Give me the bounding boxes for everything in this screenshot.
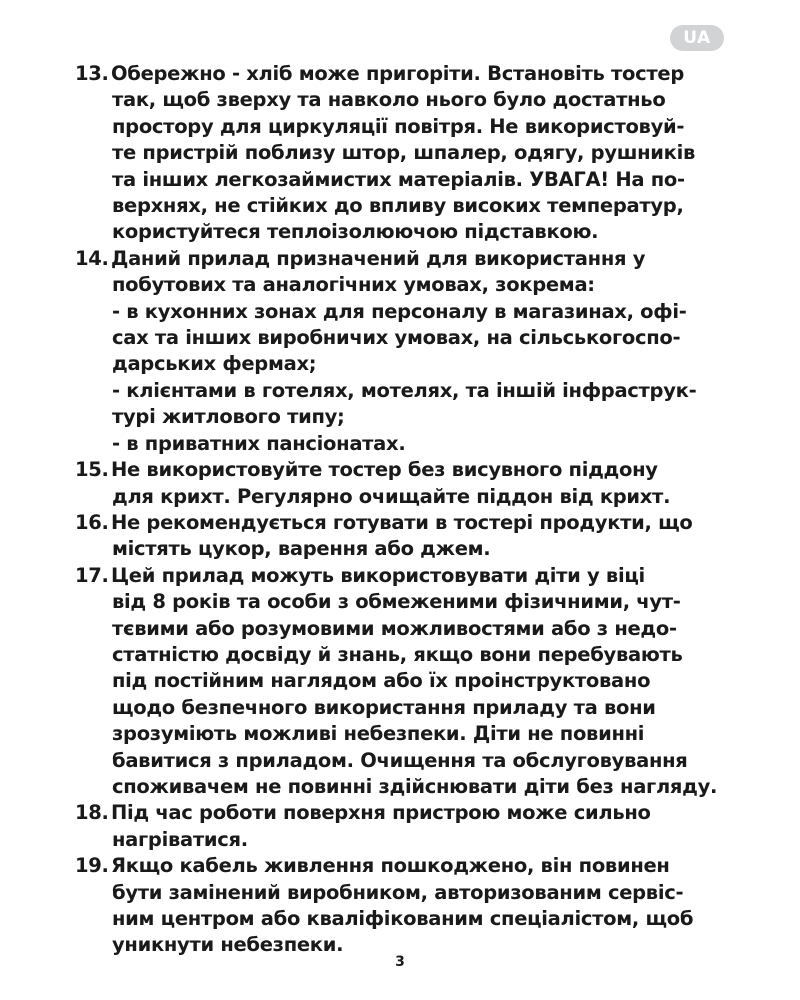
text-line: для крихт. Регулярно очищайте піддон від крихт. [112,484,671,508]
item-text [112,800,735,853]
text-line: тєвими або розумовими можливостями або з недо- [112,616,677,640]
text-line: верхнях, не стійких до впливу високих температур, [112,194,684,218]
item-number: 16. [75,510,109,534]
text-line: уникнути небезпеки. [112,933,344,957]
text-line: бавитися з приладом. Очищення та обслуговування [112,748,688,772]
language-badge: UA [670,25,724,51]
text-line: так, щоб зверху та навколо нього було достатньо [112,88,666,112]
text-line: - в кухонних зонах для персоналу в магазинах, офі- [112,299,687,323]
item-text [112,510,735,563]
item-number: 17. [75,563,109,587]
text-line: нагріватися. [112,827,248,851]
item-number: 18. [75,801,109,825]
instruction-item-15 [75,457,735,510]
text-line: ним центром або кваліфікованим спеціалістом, щоб [112,907,694,930]
text-line: - клієнтами в готелях, мотелях, та іншій інфраструк- [112,378,697,402]
text-line: - в приватних пансіонатах. [112,431,406,455]
text-line: від 8 років та особи з обмеженими фізичними, чут- [112,590,681,614]
item-number: 15. [75,458,109,482]
text-line: користуйтеся теплоізолюючою підставкою. [112,220,599,244]
item-number: 19. [75,854,109,878]
text-line: те пристрій поблизу штор, шпалер, одягу, рушників [112,141,696,165]
item-text [112,563,735,801]
text-line: Не використовуйте тостер без висувного піддону [111,458,658,482]
item-number: 14. [75,246,109,270]
item-text [112,457,735,510]
safety-instructions-list [75,61,735,959]
text-line: бути замінений виробником, авторизованим сервіс- [112,880,684,904]
text-line: дарських фермах; [112,352,317,376]
text-line: Даний прилад призначений для використання у [111,246,646,270]
item-text [112,61,735,246]
instruction-item-14 [75,246,735,457]
instruction-item-19 [75,853,735,959]
item-text [112,853,735,959]
instruction-item-17 [75,563,735,801]
instruction-item-16 [75,510,735,563]
text-line: під постійним наглядом або їх проінструктовано [112,669,651,693]
text-line: Обережно - хліб може пригоріти. Встановіть тостер [111,62,684,85]
item-number: 13. [75,62,109,85]
text-line: Цей прилад можуть використовувати діти у віці [111,563,645,587]
text-line: щодо безпечного використання приладу та вони [112,695,656,719]
text-line: та інших легкозаймистих матеріалів. УВАГА! На по- [112,167,685,191]
text-line: сах та інших виробничих умовах, на сільськогоспо- [112,326,681,350]
instruction-item-18 [75,800,735,853]
instruction-item-13 [75,61,735,246]
text-line: споживачем не повинні здійснювати діти без нагляду. [112,774,718,798]
text-line: статністю досвіду й знань, якщо вони перебувають [112,642,683,666]
text-line: зрозуміють можливі небезпеки. Діти не повинні [112,722,645,746]
text-line: містять цукор, варення або джем. [112,537,491,561]
text-line: турі житлового типу; [112,405,345,429]
text-line: простору для циркуляції повітря. Не використовуй- [112,114,685,138]
text-line: Під час роботи поверхня пристрою може сильно [111,801,651,825]
page-number: 3 [395,954,405,970]
text-line: побутових та аналогічних умовах, зокрема: [112,273,595,297]
text-line: Не рекомендується готувати в тостері продукти, що [111,510,693,534]
item-text [112,246,735,457]
text-line: Якщо кабель живлення пошкоджено, він повинен [111,854,670,878]
